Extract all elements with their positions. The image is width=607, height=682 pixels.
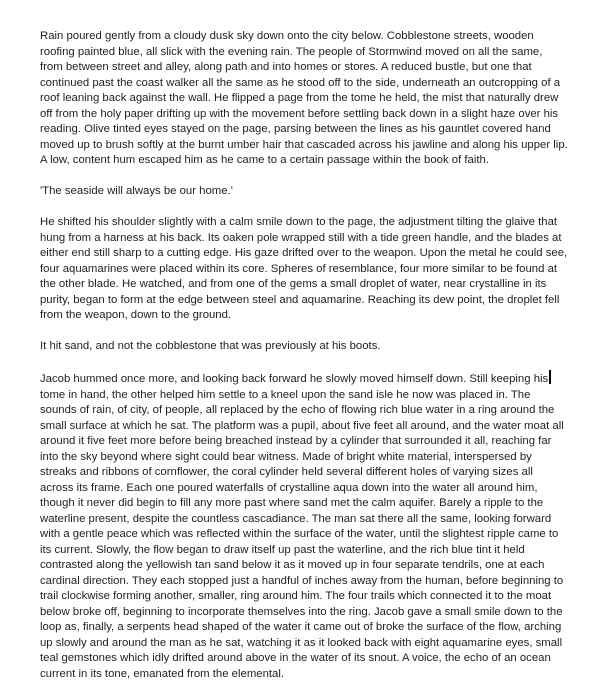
document-body bbox=[40, 29, 568, 682]
paragraph-3: He shifted his shoulder slightly with a calm smile down to the page, the adjustment tilting the glaive that hung from a harness at his back. Its oaken pole wrapped still with a tide green handle, and the blades at either end still sharp to a cutting edge. His gaze drifted over to the weapon. Upon the metal he could see, four aquamarines were placed within its core. Spheres of resemblance, four more similar to be found at the other blade. He watched, and from one of the gems a small droplet of water, near crystalline in its purity, began to form at the edge between steel and aquamarine. Reaching its dew point, the droplet fell from the weapon, down to the ground. bbox=[40, 216, 568, 321]
paragraph-2-quote: 'The seaside will always be our home.' bbox=[40, 185, 233, 197]
paragraph-5-first-line: Jacob hummed once more, and looking back forward he slowly moved himself down. Still keeping his bbox=[40, 373, 549, 385]
paragraph-5-rest: tome in hand, the other helped him settle to a kneel upon the sand isle he now was placed in. The sounds of rain, of city, of people, all replaced by the echo of flowing rich blue water in a ring around the small surface at which he sat. The platform was a pupil, about five feet all around, and the water moat all around it five feet more before being breached instead by a cylinder that surrounded it all, reaching far into the sky beyond where sight could bear witness. Made of bright white material, interspersed by streaks and ribbons of cornflower, the coral cylinder held several different holes of varying sizes all across its frame. Each one poured waterfalls of crystalline aqua down into the water all around him, though it never did begin to fill any more past where sand met the calm aquifer. Barely a ripple to the waterline present, despite the countless cascadiance. The man sat there all the same, looking forward with a gentle peace which was reflected within the surface of the water, until the slightest ripple came to its current. Slowly, the flow began to draw itself up past the waterline, and the rich blue tint it held contrasted along the yellowish tan sand below it as it moved up in four separate tendrils, one at each cardinal direction. They each stopped just a handful of inches away from the human, before beginning to trail clockwise forming another, smaller, ring around him. The four trails which connected it to the moat below broke off, beginning to incorporate themselves into the ring. Jacob gave a small smile down to the loop as, finally, a serpents head shaped of the water it came out of broke the surface of the flow, arching up slowly and around the man as he sat, watching it as it looked back with eight aquamarine eyes, small teal gemstones which idly drifted around above in the water of its snout. A voice, the echo of an ocean current in its tone, emanated from the elemental. bbox=[40, 388, 564, 680]
text-cursor bbox=[549, 370, 551, 384]
paragraph-4: It hit sand, and not the cobblestone that was previously at his boots. bbox=[40, 340, 381, 352]
paragraph-1: Rain poured gently from a cloudy dusk sky down onto the city below. Cobblestone streets, wooden roofing painted blue, all slick with the evening rain. The people of Stormwind moved on all the same, from between street and alley, along path and into homes or stores. A reduced bustle, but one that continued past the coast walker all the same as he stood off to the side, underneath an outcropping of a roof leaning back against the wall. He flipped a page from the tome he held, the mist that naturally drew off from the holy paper drifting up with the movement before settling back down in a slight haze over his reading. Olive tinted eyes stayed on the page, parsing between the lines as his gauntlet covered hand moved up to brush softly at the burnt umber hair that cascaded across his jawline and along his upper lip. A low, content hum escaped him as he came to a certain passage within the book of faith. bbox=[40, 30, 568, 166]
paragraph-5[interactable] bbox=[40, 370, 568, 682]
